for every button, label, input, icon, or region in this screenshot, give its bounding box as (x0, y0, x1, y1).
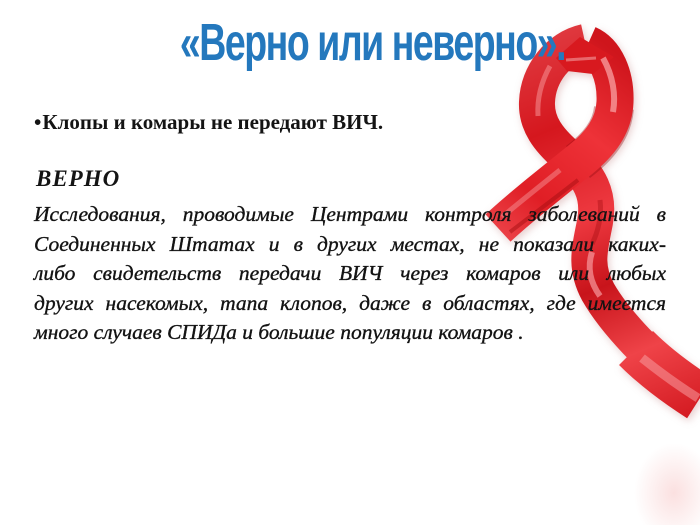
paragraph-line: либо свидетельств передачи ВИЧ через комаров или любых (34, 261, 666, 285)
body-paragraph (34, 200, 666, 348)
paragraph-line: Соединенных Штатах и в других местах, не показали каких- (34, 231, 666, 256)
paragraph-line: много случаев СПИДа и большие популяции комаров . (34, 320, 524, 344)
bullet-statement (34, 109, 675, 136)
slide-title: «Верно или неверно». (179, 14, 566, 72)
answer-label: ВЕРНО (36, 166, 121, 191)
paragraph-line: Исследования, проводимые Центрами контроля заболеваний в (34, 202, 666, 226)
paragraph-line: других насекомых, тапа клопов, даже в областях, где имеется (34, 290, 666, 315)
bullet-marker: • (34, 110, 42, 134)
bullet-statement-text: Клопы и комары не передают ВИЧ. (42, 110, 384, 134)
